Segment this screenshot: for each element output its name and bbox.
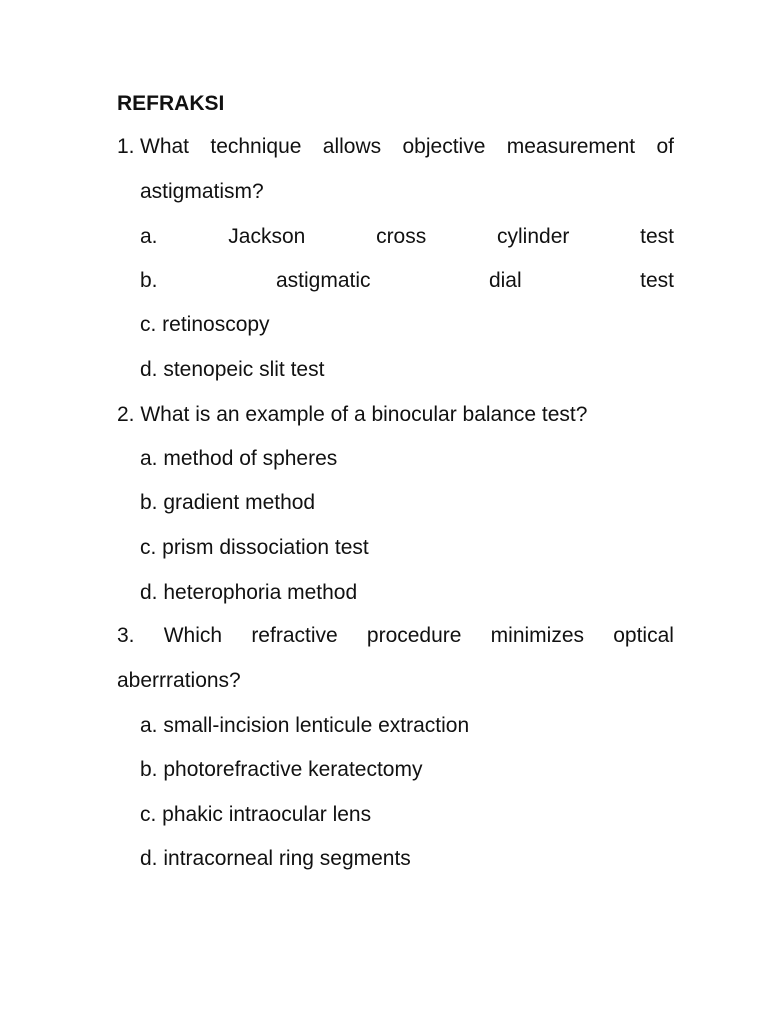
word: procedure xyxy=(366,624,462,647)
question-3-line-1 xyxy=(117,621,674,651)
word: measurement xyxy=(506,135,636,158)
question-2-line-1: 2. What is an example of a binocular balance test? xyxy=(117,403,588,426)
word: 3. xyxy=(117,624,135,647)
word: of xyxy=(656,135,674,158)
word: b. xyxy=(140,269,158,292)
question-2-option-c: c. prism dissociation test xyxy=(140,536,369,559)
question-1-line-2: astigmatism? xyxy=(140,180,264,203)
question-1-option-b xyxy=(140,266,674,296)
word: test xyxy=(640,225,674,248)
question-3-option-c: c. phakic intraocular lens xyxy=(140,803,372,826)
word: minimizes xyxy=(490,624,585,647)
question-2-option-b: b. gradient method xyxy=(140,491,316,514)
question-1-option-c: c. retinoscopy xyxy=(140,313,270,336)
question-3-line-2: aberrrations? xyxy=(117,669,241,692)
word: Jackson xyxy=(228,225,306,248)
word: cross xyxy=(376,225,427,248)
question-3-option-b: b. photorefractive keratectomy xyxy=(140,758,423,781)
word: refractive xyxy=(251,624,338,647)
word: optical xyxy=(613,624,674,647)
question-2-option-d: d. heterophoria method xyxy=(140,581,358,604)
word: dial xyxy=(488,269,522,292)
word: allows xyxy=(322,135,382,158)
word: What xyxy=(140,135,190,158)
question-3-option-a: a. small-incision lenticule extraction xyxy=(140,714,470,737)
question-1-line-1 xyxy=(117,132,674,162)
document-title: REFRAKSI xyxy=(117,92,225,115)
word: astigmatic xyxy=(275,269,371,292)
question-3-option-d: d. intracorneal ring segments xyxy=(140,847,411,870)
question-1-option-d: d. stenopeic slit test xyxy=(140,358,325,381)
word: Which xyxy=(163,624,223,647)
question-1-text xyxy=(140,132,674,162)
question-2-option-a: a. method of spheres xyxy=(140,447,338,470)
word: objective xyxy=(402,135,486,158)
word: cylinder xyxy=(497,225,570,248)
question-1-number: 1. xyxy=(117,135,135,158)
word: technique xyxy=(210,135,302,158)
question-1-option-a xyxy=(140,222,674,252)
word: test xyxy=(640,269,674,292)
word: a. xyxy=(140,225,158,248)
